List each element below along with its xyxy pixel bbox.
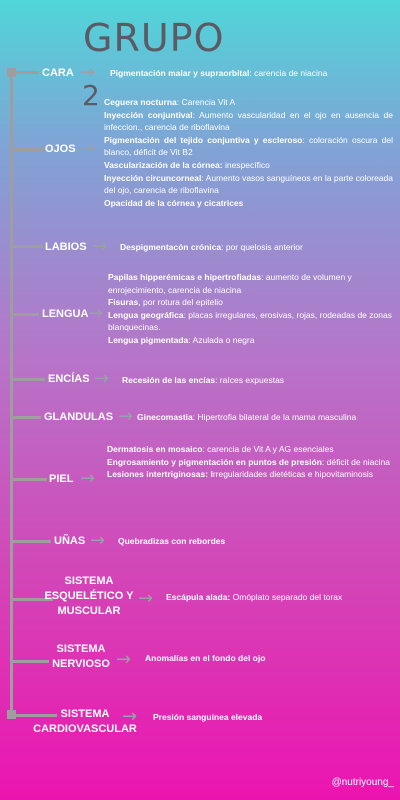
detail-item: Recesión de las encías: raíces expuestas bbox=[122, 375, 285, 385]
group-label-sistema-nervioso: SISTEMA NERVIOSO bbox=[52, 643, 110, 670]
detail-item: Fisuras, por rotura del epitelio bbox=[108, 297, 223, 308]
group-label-sistema-esqueletico: SISTEMA ESQUELÉTICO Y MUSCULAR bbox=[44, 575, 134, 617]
author-handle: @nutriyoung_ bbox=[331, 777, 394, 788]
connector-sistema-nervioso bbox=[11, 660, 49, 663]
arrow-right-icon: → bbox=[80, 138, 96, 159]
detail-item: Anomalías en el fondo del ojo bbox=[145, 653, 266, 663]
arrow-right-icon: → bbox=[80, 62, 96, 83]
connector-labios bbox=[11, 245, 43, 248]
group-details-sistema-nervioso bbox=[145, 652, 395, 665]
arrow-right-icon: → bbox=[92, 236, 108, 257]
detail-item: Lengua geográfica: placas irregulares, erosivas, rojas, rodeadas de zonas blanquecinas. bbox=[108, 309, 392, 333]
detail-item: Engrosamiento y pigmentación en puntos de presión: déficit de niacina bbox=[107, 456, 390, 467]
group-details-piel bbox=[107, 443, 397, 481]
detail-item: Ginecomastia: Hipertrofia bilateral de la mama masculina bbox=[137, 412, 357, 422]
page-title: GRUPO bbox=[83, 16, 225, 60]
group-details-glandulas bbox=[137, 411, 399, 424]
group-label-sistema-cardiovascular: SISTEMA CARDIOVASCULAR bbox=[33, 708, 137, 735]
connector-glandulas bbox=[11, 416, 41, 419]
connector-ojos bbox=[11, 148, 43, 151]
detail-item: Escápula alada: Omóplato separado del torax bbox=[166, 592, 343, 602]
group-details-sistema-cardiovascular bbox=[153, 711, 393, 724]
detail-item: Pigmentación del tejido conjuntiva y escleroso: coloración oscura del blanco, déficit de Vit B2 bbox=[104, 134, 393, 158]
connector-unas bbox=[11, 540, 51, 543]
group-label-lengua: LENGUA bbox=[42, 308, 89, 320]
detail-item: Presión sanguínea elevada bbox=[153, 712, 263, 722]
arrow-right-icon: → bbox=[138, 588, 154, 609]
group-details-labios bbox=[120, 241, 396, 254]
group-details-ojos bbox=[104, 96, 393, 209]
detail-item: Ceguera nocturna: Carencia Vit A bbox=[104, 97, 236, 107]
connector-lengua bbox=[11, 313, 39, 316]
arrow-right-icon: → bbox=[88, 303, 104, 324]
arrow-right-icon: → bbox=[80, 468, 96, 489]
connector-cara bbox=[11, 71, 39, 74]
arrow-right-icon: → bbox=[118, 406, 134, 427]
page-number: 2 bbox=[82, 79, 100, 112]
detail-item: Dermatosis en mosaico: carencia de Vit A y AG esenciales bbox=[107, 444, 334, 454]
detail-item: Lesiones intertriginosas: Irregularidades dietéticas e hipovitaminosis bbox=[107, 469, 373, 480]
group-details-cara bbox=[110, 67, 396, 80]
group-label-piel: PIEL bbox=[49, 473, 74, 485]
detail-item: Inyección conjuntival: Aumento vascularidad en el ojo en ausencia de infeccion., carencia de riboflavina bbox=[104, 109, 393, 133]
detail-item: Lengua pigmentada: Azulada o negra bbox=[108, 334, 255, 345]
group-label-glandulas: GLANDULAS bbox=[44, 411, 114, 423]
group-label-labios: LABIOS bbox=[45, 241, 87, 253]
group-details-lengua bbox=[108, 271, 398, 347]
detail-item: Despigmentacón crónica: por quelosis anterior bbox=[120, 242, 303, 252]
group-details-encias bbox=[122, 374, 396, 387]
detail-item: Pigmentación malar y supraorbital: carencia de niacina bbox=[110, 68, 328, 78]
arrow-right-icon: → bbox=[122, 706, 138, 727]
connector-piel bbox=[11, 478, 47, 481]
detail-item: Papilas hipperémicas e hipertrofiadas: aumento de volumen y enrojecimiento, carencia de niacina bbox=[108, 272, 352, 295]
group-details-sistema-esqueletico bbox=[166, 591, 396, 604]
arrow-right-icon: → bbox=[94, 368, 110, 389]
detail-item: Quebradizas con rebordes bbox=[118, 536, 226, 546]
detail-item: Inyección circuncorneal: Aumento vasos sanguíneos en la parte coloreada del ojo, carencia de riboflavina bbox=[104, 172, 393, 196]
arrow-right-icon: → bbox=[116, 649, 132, 670]
detail-item: Vascularización de la córnea: inespecífico bbox=[104, 159, 270, 170]
group-label-cara: CARA bbox=[42, 67, 74, 79]
detail-item: Opacidad de la córnea y cicatrices bbox=[104, 197, 244, 208]
group-details-unas bbox=[118, 535, 396, 548]
connector-encias bbox=[11, 378, 45, 381]
group-label-unas: UÑAS bbox=[54, 535, 86, 547]
group-label-ojos: OJOS bbox=[45, 143, 76, 155]
group-label-encias: ENCÍAS bbox=[48, 373, 90, 385]
arrow-right-icon: → bbox=[90, 530, 106, 551]
timeline-line bbox=[10, 70, 13, 716]
